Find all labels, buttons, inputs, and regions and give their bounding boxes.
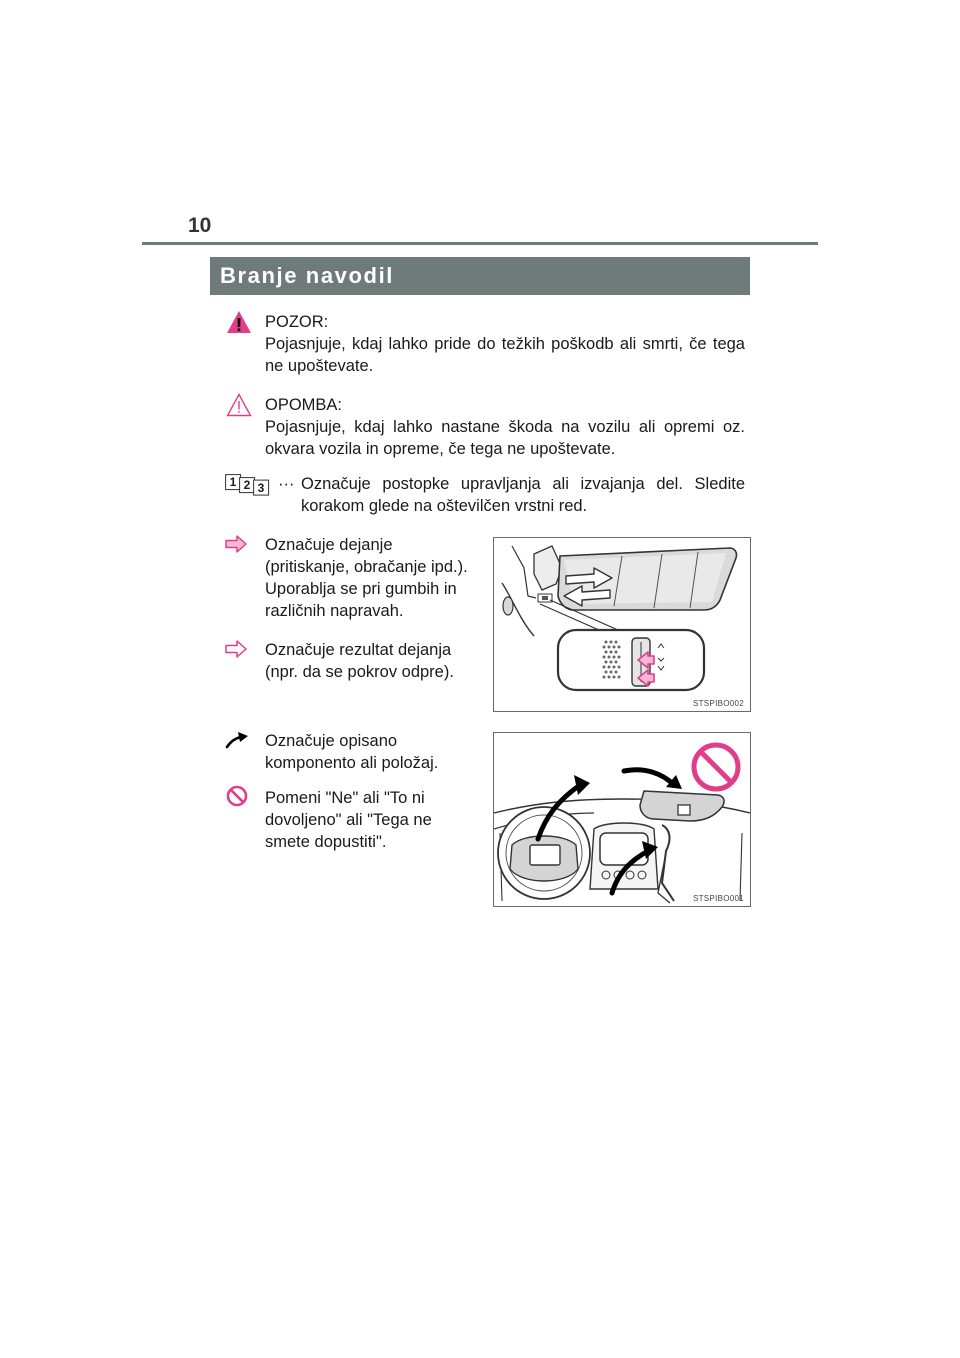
figure-label: STSPIBO001: [692, 894, 744, 903]
figure-label: STSPIBO002: [692, 699, 744, 708]
step-dots: ···: [278, 475, 295, 493]
step-number-3: 3: [257, 480, 265, 495]
symbol-text-result: Označuje rezultat dejanja (npr. da se pokrov odpre).: [265, 641, 454, 681]
outline-arrow-icon: [225, 640, 247, 658]
step-number-1: 1: [229, 475, 237, 489]
step-number-2: 2: [243, 478, 251, 492]
numbered-steps-icon: [225, 474, 275, 496]
symbol-label-caution: OPOMBA:: [265, 396, 343, 414]
curved-pointer-arrow-icon: [225, 731, 249, 749]
symbol-text-steps: Označuje postopke upravljanja ali izvajanja del. Sledite korakom glede na oštevilčen vrstni red.: [301, 475, 745, 515]
symbol-text-action: Označuje dejanje (pritiskanje, obračanje ipd.). Uporablja se pri gumbih in različnih napravah.: [265, 536, 468, 620]
symbol-text-caution: Pojasnjuje, kdaj lahko nastane škoda na vozilu ali opremi oz. okvara vozila in opreme, če tega ne upoštevate.: [265, 418, 745, 458]
filled-pink-arrow-icon: [225, 535, 247, 553]
symbol-label-warning: POZOR:: [265, 313, 329, 331]
caution-triangle-outline-icon: [226, 393, 252, 417]
dashboard-illustration: [494, 733, 750, 906]
symbol-text-warning: Pojasnjuje, kdaj lahko pride do težkih poškodb ali smrti, če tega ne upoštevate.: [265, 335, 745, 375]
figure-action-illustration: [493, 537, 751, 712]
prohibition-icon: [226, 785, 248, 807]
warning-triangle-filled-icon: [226, 310, 252, 334]
section-title: Branje navodil: [210, 257, 750, 295]
figure-component-illustration: [493, 732, 751, 907]
top-divider: [142, 242, 818, 245]
mirror-adjust-illustration: [494, 538, 750, 711]
page-number: 10: [188, 214, 212, 237]
symbol-text-component: Označuje opisano komponento ali položaj.: [265, 732, 439, 772]
symbol-text-prohibition: Pomeni "Ne" ali "To ni dovoljeno" ali "Tega ne smete dopustiti".: [265, 789, 432, 851]
